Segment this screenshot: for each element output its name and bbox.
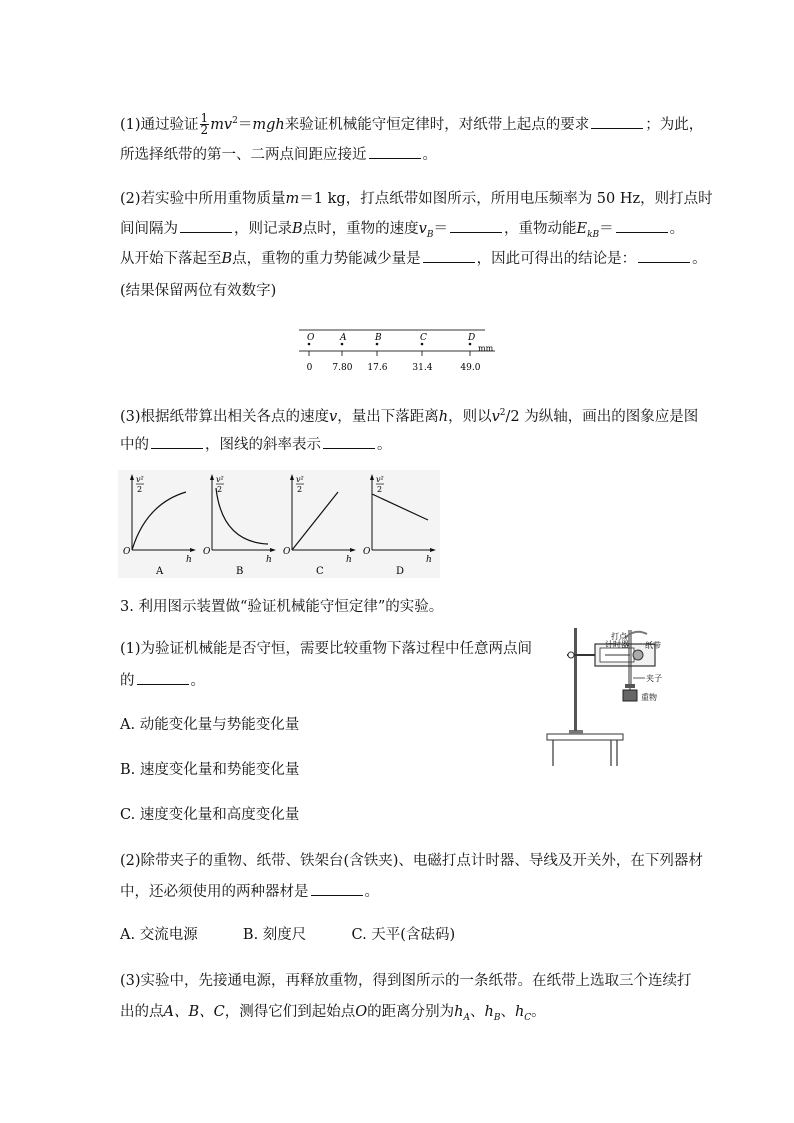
q2-part3-line1: (3)根据纸带算出相关各点的速度v，量出下落距离h，则以$v^2/2$ 为纵轴，画出的图象应是图: [120, 408, 699, 425]
origin-label: O: [123, 547, 131, 557]
graph-letter: B: [236, 566, 244, 577]
q3-option-a: A. 动能变化量与势能变化量: [120, 717, 300, 733]
tape-point-label: O: [307, 333, 315, 343]
q3-part1-line1: (1)为验证机械能是否守恒，需要比较重物下落过程中任意两点间: [120, 641, 533, 657]
tape-unit: mm: [478, 344, 494, 353]
tape-value: 0: [306, 363, 313, 373]
answer-blank[interactable]: [450, 218, 502, 233]
graph-letter: C: [316, 566, 324, 577]
q2-note: (结果保留两位有效数字): [120, 283, 277, 299]
tape-label: 纸带: [645, 641, 661, 650]
answer-blank[interactable]: [591, 114, 643, 129]
tape-value: 49.0: [460, 363, 481, 373]
answer-blank[interactable]: [137, 670, 189, 685]
y-label-num: v²: [136, 475, 144, 484]
y-label-den: 2: [297, 485, 303, 494]
q3-part3-line2: 出的点A、B、C，测得它们到起始点O的距离分别为$h_A$、$h_B$、$h_C$。: [120, 1004, 546, 1023]
q3-option-c: C. 速度变化量和高度变化量: [120, 807, 300, 823]
answer-blank[interactable]: [423, 248, 475, 263]
answer-blank[interactable]: [638, 248, 690, 263]
option-2b: B. 刻度尺: [242, 927, 307, 943]
option-2c: C. 天平(含砝码): [351, 927, 456, 943]
q3-part2-options: [120, 920, 680, 950]
tape-value: 7.80: [332, 363, 353, 373]
graph-panel-bg: [118, 470, 440, 578]
y-label-den: 2: [217, 485, 223, 494]
q2-part1-text: (1)通过验证: [120, 116, 199, 133]
graph-options-figure: [118, 470, 440, 582]
q2-part2-line3: 从开始下落起至B点，重物的重力势能减少量是 ，因此可得出的结论是： 。: [120, 244, 680, 274]
q3-part3-line1: (3)实验中，先接通电源，再释放重物，得到图所示的一条纸带。在纸带上选取三个连续打: [120, 973, 692, 989]
x-label: h: [186, 555, 192, 565]
option-2a: A. 交流电源: [120, 927, 198, 943]
origin-label: O: [283, 547, 291, 557]
y-label-num: v²: [376, 475, 384, 484]
x-label: h: [266, 555, 272, 565]
paper-tape-figure: [295, 326, 505, 378]
origin-label: O: [363, 547, 371, 557]
tape-value: 31.4: [412, 363, 433, 373]
q2-part2-line1: (2)若实验中所用重物质量m＝1 kg，打点纸带如图所示，所用电压频率为 50 Hz，则打点时: [120, 191, 713, 207]
graph-letter: D: [396, 566, 405, 577]
q3-title: 3. 利用图示装置做“验证机械能守恒定律”的实验。: [120, 599, 444, 615]
y-label-den: 2: [377, 485, 383, 494]
q3-part2-line1: (2)除带夹子的重物、纸带、铁架台(含铁夹)、电磁打点计时器、导线及开关外，在下列器材: [120, 853, 703, 869]
q3-part2-line2: 中，还必须使用的两种器材是 。: [120, 877, 680, 907]
y-label-num: v²: [216, 475, 224, 484]
clip-label: 夹子: [646, 674, 662, 683]
x-label: h: [346, 555, 352, 565]
tape-dot: [308, 343, 311, 346]
weight-label: 重物: [641, 693, 657, 702]
answer-blank[interactable]: [151, 434, 203, 449]
y-label-num: v²: [296, 475, 304, 484]
answer-blank[interactable]: [369, 144, 421, 159]
timer-label-2: 计时器: [605, 640, 629, 649]
answer-blank[interactable]: [323, 434, 375, 449]
graph-letter: A: [156, 566, 164, 577]
q2-part2-line2: 间间隔为 ，则记录B点时，重物的速度$v_B=$ ，重物动能$E_{kB}=$ 。: [120, 214, 680, 250]
origin-label: O: [203, 547, 211, 557]
tape-dot: [469, 343, 472, 346]
answer-blank[interactable]: [311, 881, 363, 896]
y-label-den: 2: [137, 485, 143, 494]
fraction-half: $\frac{1}{2}$: [200, 111, 209, 138]
q2-part1-line2: 所选择纸带的第一、二两点间距应接近 。: [120, 140, 680, 170]
tape-point-label: B: [375, 333, 382, 343]
tape-point-label: C: [420, 333, 427, 343]
answer-blank[interactable]: [616, 218, 668, 233]
q3-part1-line2: 的 。: [120, 666, 680, 696]
tape-dot: [341, 343, 344, 346]
tape-point-label: D: [468, 333, 476, 343]
tape-dot: [421, 343, 424, 346]
q3-option-b: B. 速度变化量和势能变化量: [120, 762, 300, 778]
tape-value: 17.6: [367, 363, 388, 373]
answer-blank[interactable]: [180, 218, 232, 233]
timer-label-1: 打点: [611, 632, 627, 641]
apparatus-figure: [545, 628, 675, 768]
q2-part1-line1: (1)通过验证 $\frac{1}{2}$ $mv^2=mgh$来验证机械能守恒定律时，对纸带上起点的要求 ；为此，: [120, 111, 704, 138]
q2-part3-line2: 中的 ，图线的斜率表示 。: [120, 430, 680, 460]
tape-point-label: A: [340, 333, 347, 343]
tape-dot: [376, 343, 379, 346]
x-label: h: [426, 555, 432, 565]
